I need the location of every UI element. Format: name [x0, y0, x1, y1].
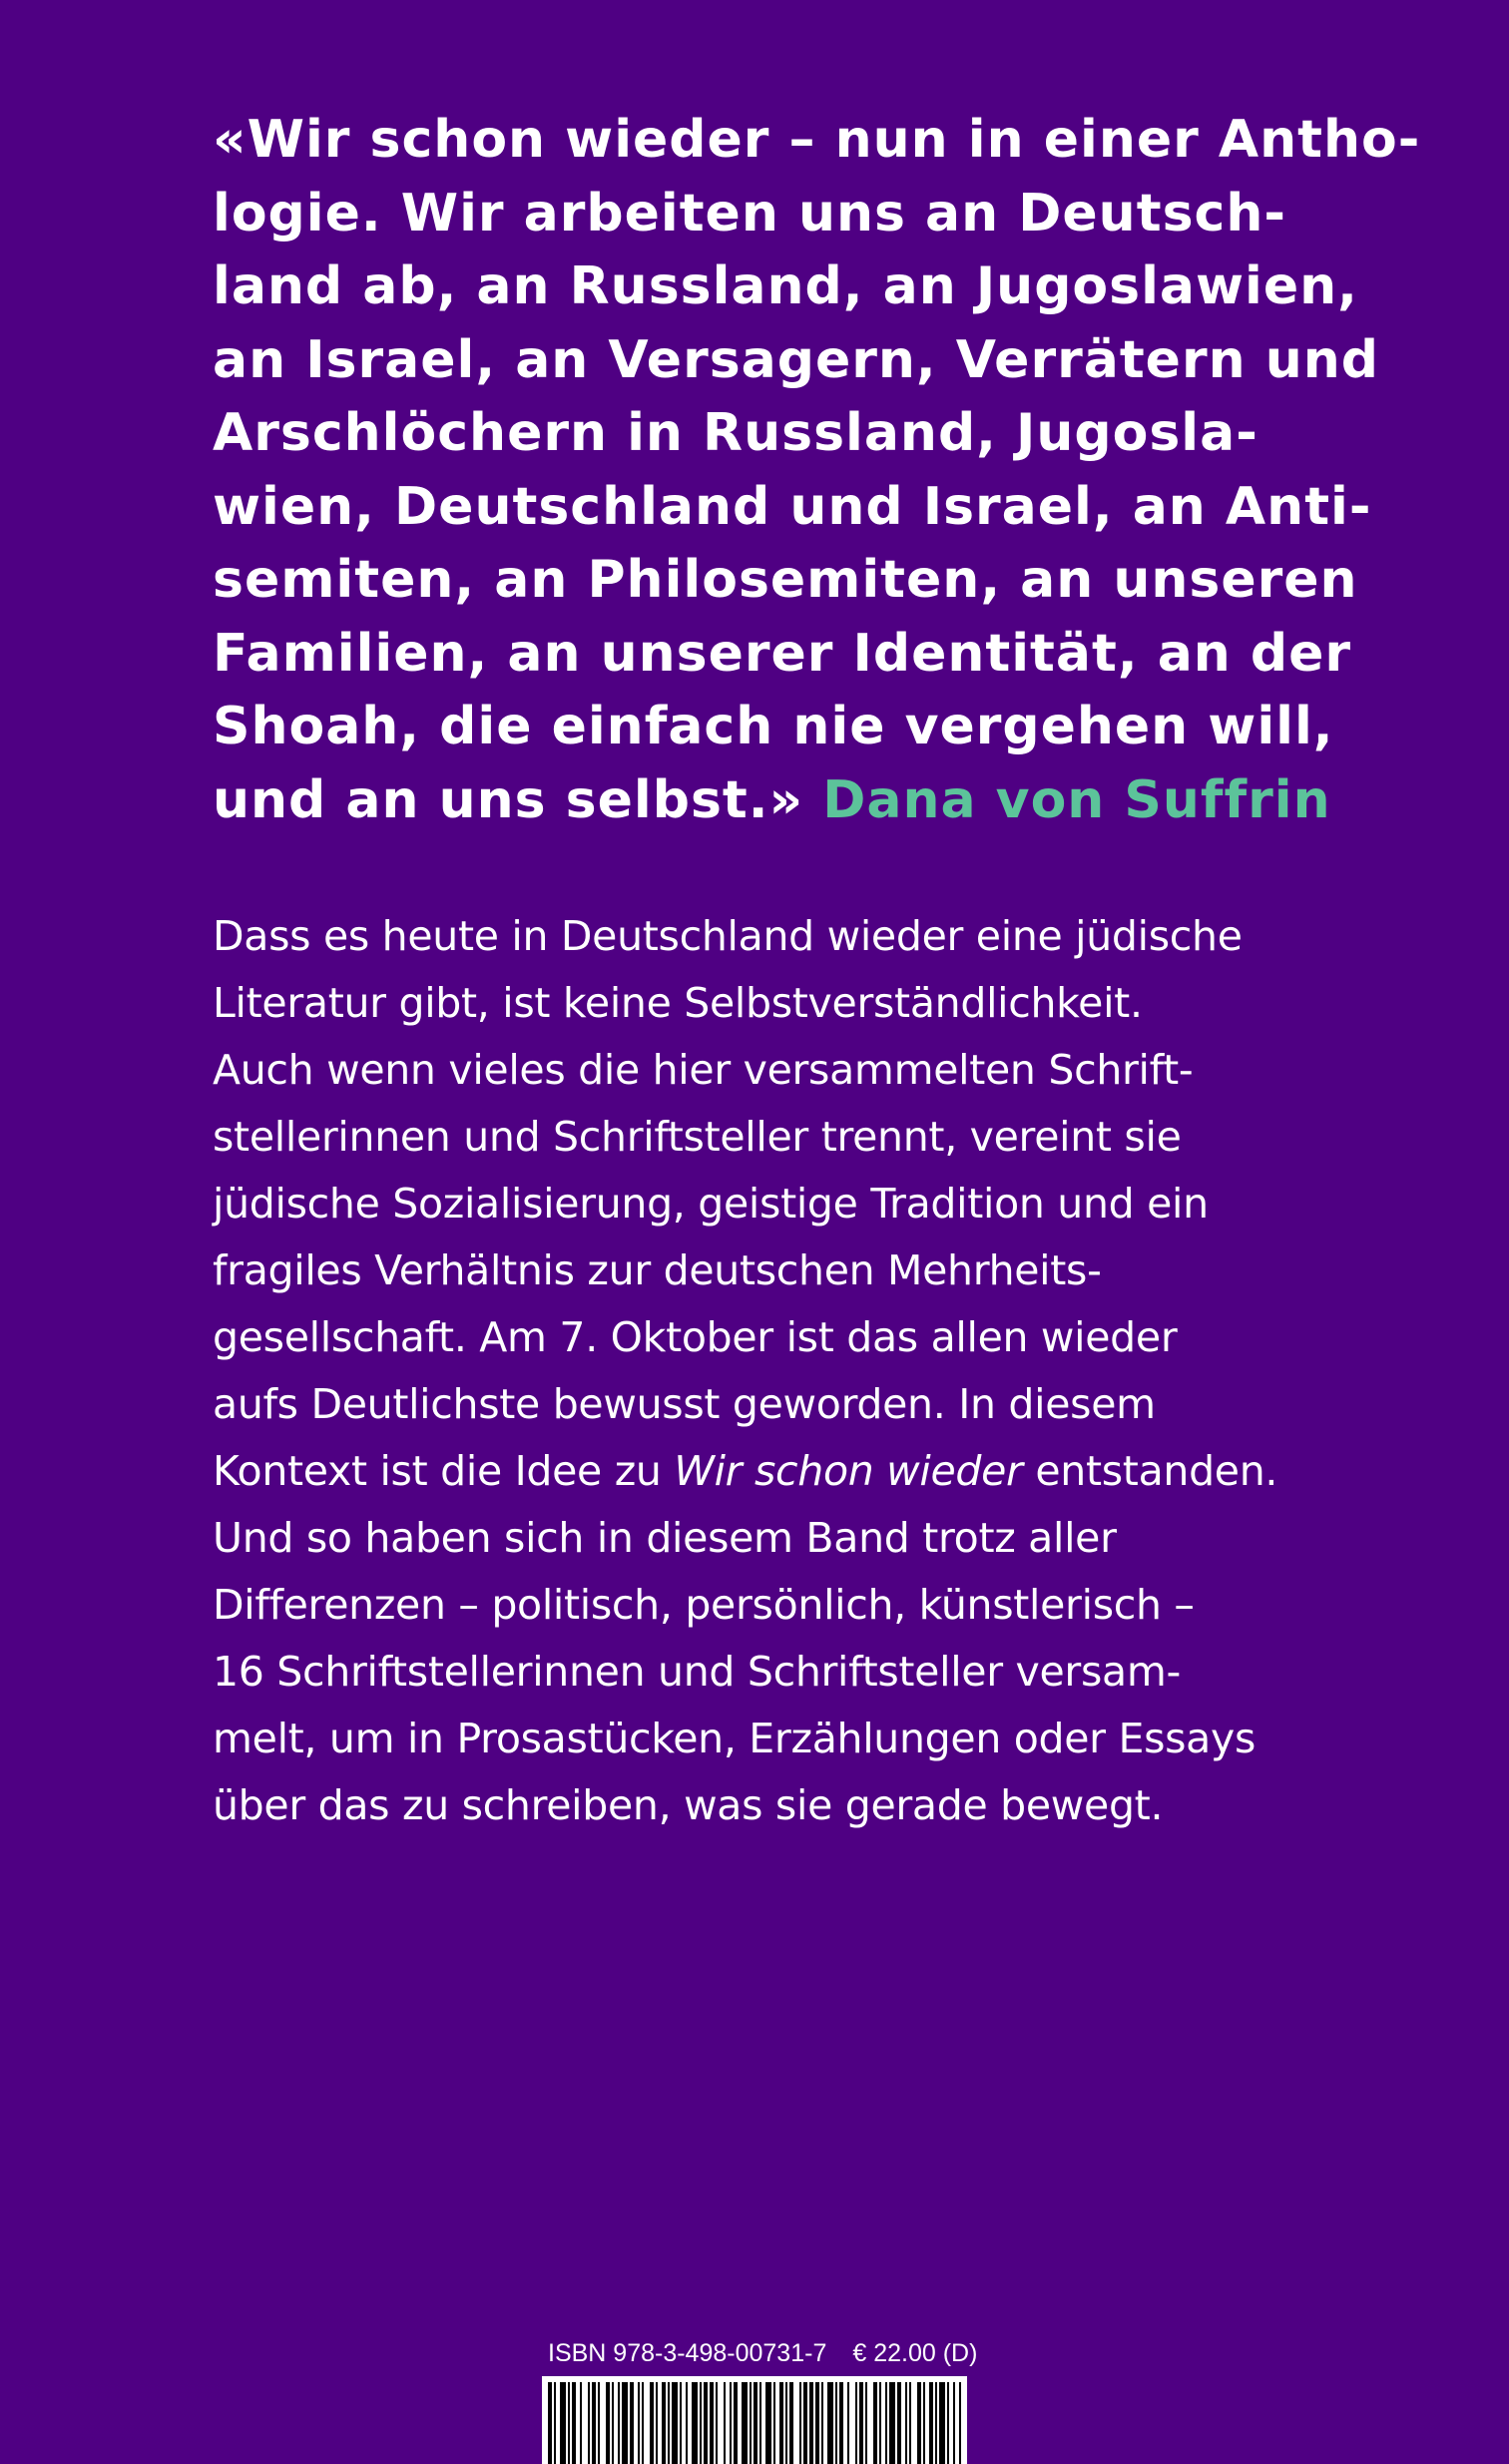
isbn-number: ISBN 978-3-498-00731-7 [548, 2339, 827, 2367]
barcode-bar [716, 2382, 718, 2464]
barcode-bar [672, 2382, 678, 2464]
quote-line: an Israel, an Versagern, Verrätern und [213, 329, 1379, 390]
description-text: entstanden. [1035, 1447, 1278, 1495]
barcode-bar [580, 2382, 582, 2464]
barcode-bar [909, 2382, 911, 2464]
isbn-price-row [548, 2338, 997, 2368]
quote-line: wien, Deutschland und Israel, an Anti- [213, 476, 1372, 537]
barcode-bar [947, 2382, 949, 2464]
barcode-bar [799, 2382, 801, 2464]
quote-author: Dana von Suffrin [822, 769, 1331, 830]
barcode-bar [662, 2382, 666, 2464]
barcode-bar [668, 2382, 670, 2464]
description-line: stellerinnen und Schriftsteller trennt, vereint sie [213, 1113, 1182, 1161]
barcode-bar [839, 2382, 843, 2464]
description-line-with-title [213, 1438, 1360, 1505]
barcode-bar [953, 2382, 955, 2464]
description-line: Und so haben sich in diesem Band trotz aller [213, 1514, 1117, 1562]
description-line: melt, um in Prosastücken, Erzählungen oder Essays [213, 1715, 1257, 1762]
barcode-bar [754, 2382, 757, 2464]
description-line: jüdische Sozialisierung, geistige Tradition und ein [213, 1180, 1209, 1228]
barcode-bar [588, 2382, 590, 2464]
description-line: fragiles Verhältnis zur deutschen Mehrheits- [213, 1246, 1102, 1294]
barcode-bar [859, 2382, 863, 2464]
barcode-bar [809, 2382, 813, 2464]
barcode-bar [789, 2382, 793, 2464]
barcode-bar [885, 2382, 887, 2464]
barcode-bar [598, 2382, 600, 2464]
description-line: Literatur gibt, ist keine Selbstverständlichkeit. [213, 979, 1143, 1027]
barcode-bar [773, 2382, 775, 2464]
barcode-bar [686, 2382, 688, 2464]
barcode-bar [935, 2382, 937, 2464]
quote-line-text: und an uns selbst.» [213, 769, 804, 830]
quote-line: Familien, an unserer Identität, an der [213, 623, 1352, 684]
barcode-bar [692, 2382, 698, 2464]
description-line: 16 Schriftstellerinnen und Schriftsteller versam- [213, 1648, 1181, 1696]
barcode-bar [612, 2382, 614, 2464]
barcode-bar [803, 2382, 807, 2464]
barcode-bar [750, 2382, 752, 2464]
barcode-bar [929, 2382, 933, 2464]
barcode-bar [656, 2382, 658, 2464]
barcode-bar [606, 2382, 610, 2464]
barcode-bar [734, 2382, 738, 2464]
book-description [213, 903, 1360, 1839]
barcode-bar [905, 2382, 907, 2464]
barcode-bar [554, 2382, 556, 2464]
barcode-bar [730, 2382, 732, 2464]
barcode-bar [704, 2382, 708, 2464]
barcode-bar [724, 2382, 726, 2464]
quote-line: semiten, an Philosemiten, an unseren [213, 550, 1358, 610]
description-text: Kontext ist die Idee zu [213, 1447, 662, 1495]
barcode-bar [765, 2382, 771, 2464]
barcode-graphic [542, 2376, 967, 2464]
barcode-bar [959, 2382, 961, 2464]
description-line: gesellschaft. Am 7. Oktober ist das allen wieder [213, 1313, 1178, 1361]
barcode-bar [847, 2382, 849, 2464]
barcode-bar [827, 2382, 833, 2464]
barcode-bar [779, 2382, 783, 2464]
pull-quote [213, 104, 1421, 837]
book-title: Wir schon wieder [674, 1447, 1023, 1495]
barcode-bar [742, 2382, 748, 2464]
description-line: über das zu schreiben, was sie gerade bewegt. [213, 1781, 1164, 1829]
barcode-bar [759, 2382, 761, 2464]
barcode-bar [865, 2382, 867, 2464]
barcode-bar [568, 2382, 570, 2464]
barcode-bar [650, 2382, 654, 2464]
barcode-bar [897, 2382, 901, 2464]
price-label: € 22.00 (D) [852, 2339, 978, 2367]
description-line: aufs Deutlichste bewusst geworden. In diesem [213, 1380, 1156, 1428]
quote-line: Arschlöchern in Russland, Jugosla- [213, 403, 1258, 463]
description-line: Auch wenn vieles die hier versammelten Schrift- [213, 1046, 1194, 1094]
description-line: Differenzen – politisch, persönlich, künstlerisch – [213, 1581, 1195, 1629]
barcode-bar [889, 2382, 895, 2464]
barcode-bar [572, 2382, 576, 2464]
barcode-bar [939, 2382, 945, 2464]
quote-line: logie. Wir arbeiten uns an Deutsch- [213, 183, 1286, 244]
quote-line: «Wir schon wieder – nun in einer Antho- [213, 110, 1421, 170]
barcode-bar [855, 2382, 857, 2464]
barcode-bar [923, 2382, 925, 2464]
description-line: Dass es heute in Deutschland wieder eine jüdische [213, 912, 1243, 960]
barcode-bar [592, 2382, 596, 2464]
barcode-bar [618, 2382, 620, 2464]
barcode-bar [680, 2382, 682, 2464]
quote-line: Shoah, die einfach nie vergehen will, [213, 697, 1334, 756]
barcode-bar [642, 2382, 644, 2464]
barcode-bar [710, 2382, 714, 2464]
barcode-bar [622, 2382, 628, 2464]
barcode-bar [548, 2382, 552, 2464]
quote-last-line [213, 764, 1330, 838]
barcode-bar [879, 2382, 881, 2464]
barcode-bar [560, 2382, 566, 2464]
barcode-bar [835, 2382, 837, 2464]
barcode-bar [785, 2382, 787, 2464]
barcode-bar [917, 2382, 921, 2464]
barcode-bar [700, 2382, 702, 2464]
barcode-bar [630, 2382, 634, 2464]
barcode-bar [821, 2382, 823, 2464]
quote-line: land ab, an Russland, an Jugoslawien, [213, 256, 1358, 316]
barcode-bar [638, 2382, 640, 2464]
barcode-bar [873, 2382, 877, 2464]
barcode-bar [815, 2382, 819, 2464]
barcode [542, 2376, 967, 2464]
